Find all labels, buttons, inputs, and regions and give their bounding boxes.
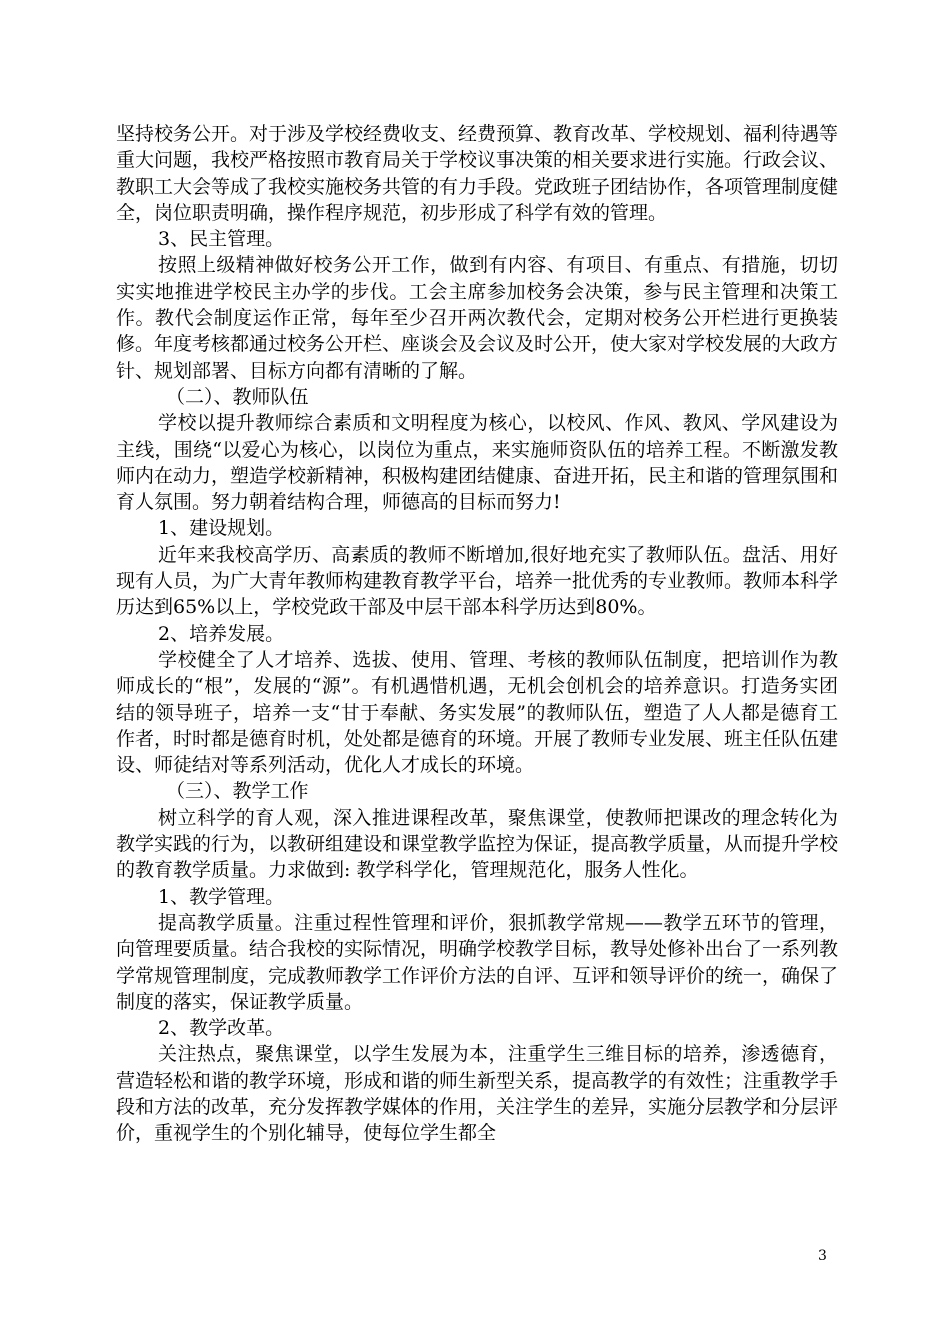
heading-teaching-reform: 2、教学改革。 <box>158 1017 285 1040</box>
heading-training-development: 2、培养发展。 <box>158 622 285 645</box>
paragraph-teacher-team: 学校以提升教师综合素质和文明程度为核心，以校风、作风、教风、学风建设为主线，围绕“以爱心为核心，以岗位为重点，来实施师资队伍的培养工程。不断激发教师内在动力，塑造学校新精神，积极构建团结健康、奋进开拓，民主和谐的管理氛围和育人氛围。努力朝着结构合理，师德高的目标而努力! <box>116 412 839 514</box>
paragraph-teaching-management: 提高教学质量。注重过程性管理和评价，狠抓教学常规——教学五环节的管理，向管理要质量。结合我校的实际情况，明确学校教学目标，教导处修补出台了一系列教学常规管理制度，完成教师教学工作评价方法的自评、互评和领导评价的统一，确保了制度的落实，保证教学质量。 <box>116 911 839 1013</box>
section-heading-teaching-work: （三）、教学工作 <box>166 780 309 803</box>
paragraph-teaching-reform: 关注热点，聚焦课堂，以学生发展为本，注重学生三维目标的培养，渗透德育，营造轻松和谐的教学环境，形成和谐的师生新型关系，提高教学的有效性；注重教学手段和方法的改革，充分发挥教学媒体的作用，关注学生的差异，实施分层教学和分层评价，重视学生的个别化辅导，使每位学生都全 <box>116 1043 839 1145</box>
paragraph-construction-plan: 近年来我校高学历、高素质的教师不断增加,很好地充实了教师队伍。盘活、用好现有人员，为广大青年教师构建教育教学平台，培养一批优秀的专业教师。教师本科学历达到65%以上，学校党政干部及中层干部本科学历达到80%。 <box>116 543 839 619</box>
heading-democratic-management: 3、民主管理。 <box>158 228 285 251</box>
body-text <box>116 121 838 1147</box>
paragraph-training-development: 学校健全了人才培养、选拔、使用、管理、考核的教师队伍制度，把培训作为教师成长的“根”，发展的“源”。有机遇惜机遇，无机会创机会的培养意识。打造务实团结的领导班子，培养一支“甘于奉献、务实发展”的教师队伍，塑造了人人都是德育工作者，时时都是德育时机，处处都是德育的环境。开展了教师专业发展、班主任队伍建设、师徒结对等系列活动，优化人才成长的环境。 <box>116 648 839 777</box>
heading-construction-plan: 1、建设规划。 <box>158 517 285 540</box>
paragraph-teaching-work: 树立科学的育人观，深入推进课程改革，聚焦课堂，使教师把课改的理念转化为教学实践的行为，以教研组建设和课堂教学监控为保证，提高教学质量，从而提升学校的教育教学质量。力求做到: 教学科学化，管理规范化，服务人性化。 <box>116 806 839 882</box>
paragraph-school-affairs-openness: 坚持校务公开。对于涉及学校经费收支、经费预算、教育改革、学校规划、福利待遇等重大问题，我校严格按照市教育局关于学校议事决策的相关要求进行实施。行政会议、教职工大会等成了我校实施校务共管的有力手段。党政班子团结协作，各项管理制度健全，岗位职责明确，操作程序规范，初步形成了科学有效的管理。 <box>116 123 839 224</box>
paragraph-democratic-management: 按照上级精神做好校务公开工作，做到有内容、有项目、有重点、有措施，切切实实地推进学校民主办学的步伐。工会主席参加校务会决策，参与民主管理和决策工作。教代会制度运作正常，每年至少召开两次教代会，定期对校务公开栏进行更换装修。年度考核都通过校务公开栏、座谈会及会议及时公开，使大家对学校发展的大政方针、规划部署、目标方向都有清晰的了解。 <box>116 254 839 382</box>
heading-teaching-management: 1、教学管理。 <box>158 885 285 908</box>
page-number: 3 <box>818 1248 827 1264</box>
section-heading-teacher-team: （二）、教师队伍 <box>166 385 309 408</box>
